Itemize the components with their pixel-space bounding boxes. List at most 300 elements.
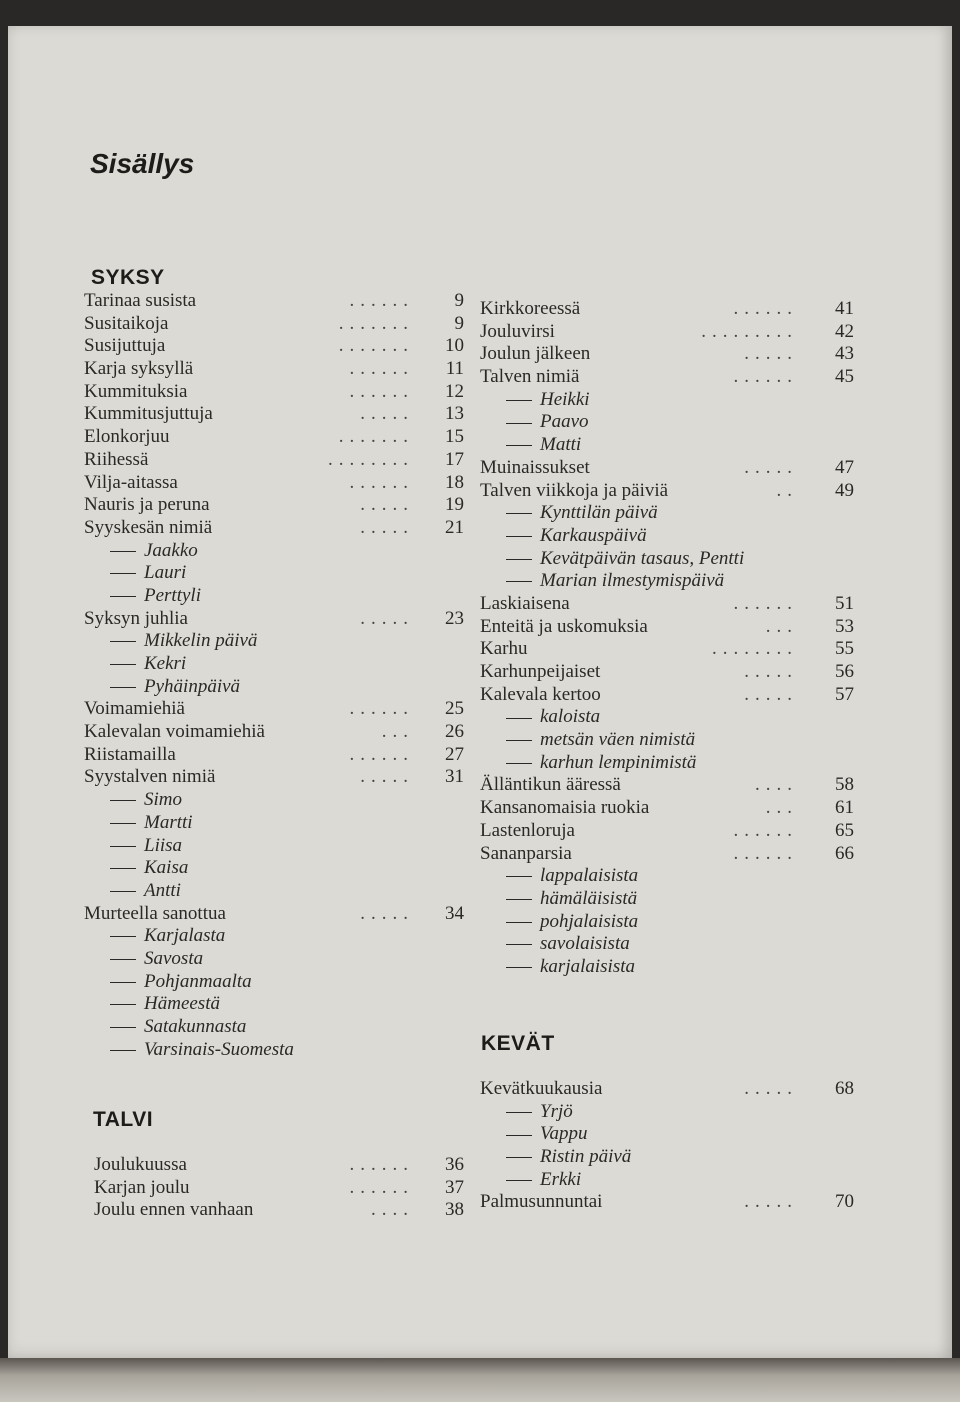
section-heading-talvi: TALVI [93, 1108, 154, 1131]
em-dash [506, 899, 532, 900]
leader-dots: ....... [338, 335, 414, 357]
leader-dots: ........ [328, 448, 414, 470]
page-title: Sisällys [90, 148, 195, 179]
toc-entry-label [480, 298, 580, 321]
toc-entry-text: Jaakko [144, 539, 198, 561]
book-page [8, 26, 952, 1362]
toc-entry-label [110, 585, 201, 608]
toc-entry [94, 1177, 474, 1200]
toc-entry-text: Elonkorjuu [84, 426, 170, 448]
toc-page-number: 9 [454, 312, 464, 334]
toc-entry-text: Nauris ja peruna [84, 494, 210, 516]
toc-subentry [84, 1016, 474, 1039]
toc-subentry [480, 389, 860, 412]
leader-dots: ...... [349, 471, 414, 493]
toc-entry [480, 298, 860, 321]
toc-subentry [480, 706, 860, 729]
toc-entry-text: Perttyli [144, 584, 201, 606]
toc-entry-text: Kummituksia [84, 380, 188, 402]
em-dash [506, 967, 532, 968]
toc-entry-label [480, 843, 572, 866]
toc-entry-label [506, 1123, 588, 1146]
toc-entry-text: Joulukuussa [94, 1154, 187, 1175]
toc-page-number: 34 [445, 902, 464, 924]
toc-entry-label [84, 426, 170, 449]
toc-entry-label [480, 820, 575, 843]
toc-subentry [480, 888, 860, 911]
toc-page-number: 18 [445, 471, 464, 493]
toc-entry-label [84, 517, 212, 540]
leader-dots: ...... [349, 1176, 414, 1198]
toc-entry [480, 820, 860, 843]
toc-subentry [84, 562, 474, 585]
toc-subentry [84, 676, 474, 699]
toc-entry-text: Murteella sanottua [84, 902, 226, 924]
toc-entry-text: Syyskesän nimiä [84, 516, 213, 538]
toc-entry-text: Martti [144, 811, 193, 833]
leader-dots: ...... [733, 819, 798, 841]
toc-page-number: 70 [835, 1191, 854, 1213]
leader-dots: ........ [712, 638, 798, 660]
toc-list-right [480, 298, 860, 979]
em-dash [110, 868, 136, 869]
toc-subentry [480, 911, 860, 934]
toc-entry-label [84, 403, 213, 426]
toc-subentry [84, 971, 474, 994]
toc-entry-text: Pohjanmaalta [144, 970, 252, 992]
toc-entry [480, 321, 860, 344]
toc-page-number: 58 [835, 774, 854, 796]
toc-entry [84, 472, 474, 495]
toc-subentry [84, 812, 474, 835]
em-dash [110, 823, 136, 824]
em-dash [110, 846, 136, 847]
em-dash [506, 581, 532, 582]
toc-entry-text: karjalaisista [540, 955, 636, 977]
toc-page-number: 42 [835, 320, 854, 342]
toc-entry-label [506, 888, 637, 911]
toc-entry-text: Kirkkoreessä [480, 298, 581, 319]
toc-entry-label [506, 1169, 581, 1192]
toc-subentry [84, 925, 474, 948]
toc-entry-label [110, 993, 220, 1016]
toc-entry-label [84, 698, 185, 721]
toc-entry-text: Lastenloruja [480, 819, 575, 841]
toc-entry-label [506, 525, 647, 548]
toc-page-number: 47 [835, 456, 854, 478]
toc-entry-text: Karhu [480, 638, 528, 660]
toc-entry-text: Paavo [540, 411, 589, 433]
toc-page-number: 43 [835, 343, 854, 365]
toc-entry-text: Voimamiehiä [84, 698, 185, 720]
toc-entry [84, 698, 474, 721]
toc-entry [94, 1199, 474, 1222]
toc-entry-label [480, 480, 668, 503]
toc-page-number: 12 [445, 380, 464, 402]
toc-subentry [480, 411, 860, 434]
toc-page-number: 51 [835, 592, 854, 614]
toc-entry [480, 616, 860, 639]
toc-entry-label [110, 676, 240, 699]
leader-dots: ..... [744, 661, 798, 682]
toc-entry-text: Kaisa [144, 857, 189, 879]
toc-entry-label [110, 925, 225, 948]
toc-page-number: 19 [445, 494, 464, 516]
toc-entry-label [480, 1078, 602, 1101]
leader-dots: ... [765, 615, 798, 637]
toc-entry-label [506, 752, 696, 775]
toc-entry [480, 638, 860, 661]
em-dash [506, 445, 532, 446]
toc-entry [84, 517, 474, 540]
toc-page-number: 27 [445, 743, 464, 765]
leader-dots: ..... [744, 456, 798, 478]
toc-entry-text: pohjalaisista [540, 910, 639, 932]
leader-dots: ..... [360, 494, 414, 516]
toc-entry-label [84, 381, 187, 404]
toc-entry-text: Talven nimiä [480, 366, 580, 388]
leader-dots: ....... [338, 426, 414, 448]
leader-dots: ..... [744, 343, 798, 365]
toc-page-number: 25 [445, 698, 464, 720]
toc-entry [84, 766, 474, 789]
toc-entry-label [480, 457, 590, 480]
toc-entry [480, 684, 860, 707]
toc-entry [84, 403, 474, 426]
em-dash [506, 1180, 532, 1181]
toc-entry-text: Satakunnasta [144, 1016, 247, 1037]
toc-entry-text: Sananparsia [480, 842, 572, 864]
toc-entry [480, 1191, 860, 1214]
leader-dots: ..... [360, 766, 414, 788]
toc-subentry [84, 857, 474, 880]
toc-entry [84, 426, 474, 449]
toc-subentry [480, 729, 860, 752]
toc-subentry [84, 653, 474, 676]
toc-entry-label [506, 411, 589, 434]
toc-entry-text: Yrjö [540, 1100, 573, 1122]
section-heading-syksy: SYKSY [91, 266, 165, 289]
toc-list-talvi [94, 1154, 474, 1222]
leader-dots: ...... [349, 1154, 414, 1175]
toc-entry-text: Riihessä [84, 448, 149, 470]
toc-page-number: 57 [835, 683, 854, 705]
toc-subentry [480, 1101, 860, 1124]
toc-page-number: 65 [835, 819, 854, 841]
toc-entry-text: metsän väen nimistä [540, 729, 696, 751]
toc-subentry [84, 835, 474, 858]
toc-subentry [84, 948, 474, 971]
toc-entry-text: Kalevala kertoo [480, 683, 601, 705]
toc-page-number: 61 [835, 797, 854, 819]
toc-entry [84, 903, 474, 926]
toc-page-number: 53 [835, 615, 854, 637]
toc-entry-text: Tarinaa susista [84, 290, 197, 311]
em-dash [110, 664, 136, 665]
em-dash [506, 423, 532, 424]
toc-entry [84, 744, 474, 767]
em-dash [506, 876, 532, 877]
toc-entry-label [84, 494, 210, 517]
toc-entry-label [110, 562, 186, 585]
toc-entry [480, 843, 860, 866]
em-dash [110, 596, 136, 597]
em-dash [506, 536, 532, 537]
toc-page-number: 9 [454, 290, 464, 311]
toc-entry-label [110, 630, 257, 653]
toc-entry-label [110, 971, 252, 994]
leader-dots: ..... [360, 902, 414, 924]
toc-entry-label [84, 335, 165, 358]
toc-page-number: 11 [445, 358, 464, 380]
toc-entry-text: kaloista [540, 706, 601, 728]
toc-entry-text: Kevätpäivän tasaus, Pentti [540, 547, 745, 569]
em-dash [110, 641, 136, 642]
toc-entry-label [110, 857, 188, 880]
toc-subentry [480, 865, 860, 888]
toc-entry-text: Kekri [144, 653, 187, 674]
toc-entry [84, 313, 474, 336]
toc-entry-label [480, 638, 527, 661]
toc-subentry [84, 1039, 474, 1062]
toc-entry-label [480, 661, 600, 684]
em-dash [506, 763, 532, 764]
toc-page-number: 45 [835, 366, 854, 388]
toc-entry-text: Kevätkuukausia [480, 1078, 603, 1099]
leader-dots: ......... [701, 320, 798, 342]
toc-entry-text: hämäläisistä [540, 887, 638, 909]
toc-entry-text: Kummitusjuttuja [84, 403, 213, 425]
toc-entry [480, 480, 860, 503]
toc-entry-text: Lauri [144, 562, 187, 584]
leader-dots: ...... [733, 298, 798, 319]
toc-entry-text: Susitaikoja [84, 312, 169, 334]
toc-subentry [480, 933, 860, 956]
toc-entry-label [110, 1039, 294, 1062]
leader-dots: ... [765, 797, 798, 819]
toc-entry-text: lappalaisista [540, 865, 639, 887]
em-dash [506, 718, 532, 719]
toc-entry-text: Savosta [144, 947, 204, 969]
toc-entry [480, 797, 860, 820]
toc-entry [84, 721, 474, 744]
toc-entry-text: Matti [540, 434, 582, 456]
leader-dots: .... [755, 774, 798, 796]
toc-entry-text: Karja syksyllä [84, 358, 194, 380]
toc-entry-text: Kynttilän päivä [540, 502, 658, 524]
leader-dots: ..... [744, 683, 798, 705]
toc-entry-label [94, 1177, 190, 1200]
toc-entry [84, 608, 474, 631]
toc-entry-text: Enteitä ja uskomuksia [480, 615, 648, 637]
leader-dots: ...... [349, 698, 414, 720]
toc-subentry [480, 502, 860, 525]
toc-subentry [480, 570, 860, 593]
leader-dots: ...... [349, 743, 414, 765]
toc-entry-text: Varsinais-Suomesta [144, 1038, 294, 1060]
toc-page-number: 66 [835, 842, 854, 864]
toc-entry-label [84, 608, 188, 631]
toc-entry-label [110, 653, 186, 676]
toc-page-number: 49 [835, 479, 854, 501]
toc-entry-label [506, 502, 658, 525]
toc-entry-text: Vilja-aitassa [84, 471, 178, 493]
toc-entry-text: Karjan joulu [94, 1176, 190, 1198]
em-dash [110, 800, 136, 801]
toc-entry-text: Jouluvirsi [480, 320, 555, 342]
toc-entry-label [84, 903, 226, 926]
toc-page-number: 13 [445, 403, 464, 425]
leader-dots: ....... [338, 312, 414, 334]
em-dash [110, 573, 136, 574]
toc-subentry [480, 548, 860, 571]
toc-subentry [480, 1123, 860, 1146]
leader-dots: ..... [360, 607, 414, 629]
em-dash [110, 936, 136, 937]
toc-entry-text: Pyhäinpäivä [144, 675, 241, 697]
toc-entry-text: Antti [144, 879, 181, 901]
leader-dots: .... [371, 1199, 414, 1221]
toc-subentry [480, 525, 860, 548]
toc-list-kevat [480, 1078, 860, 1214]
toc-entry-label [94, 1199, 253, 1222]
toc-entry [480, 774, 860, 797]
toc-entry [480, 366, 860, 389]
toc-entry-label [480, 684, 601, 707]
toc-entry-text: Riistamailla [84, 743, 176, 765]
toc-entry-label [506, 911, 638, 934]
toc-entry-label [506, 570, 724, 593]
toc-entry-label [506, 1101, 573, 1124]
leader-dots: ...... [349, 358, 414, 380]
leader-dots: ..... [360, 516, 414, 538]
toc-entry [480, 343, 860, 366]
toc-entry-label [94, 1154, 187, 1177]
toc-entry-text: Älläntikun ääressä [480, 774, 621, 796]
em-dash [110, 1027, 136, 1028]
toc-page-number: 26 [445, 721, 464, 743]
em-dash [110, 687, 136, 688]
toc-subentry [84, 993, 474, 1016]
toc-entry-text: Laskiaisena [480, 592, 570, 614]
toc-entry-label [480, 797, 649, 820]
toc-entry-label [110, 789, 182, 812]
toc-subentry [480, 1169, 860, 1192]
toc-entry-text: Joulun jälkeen [480, 343, 591, 365]
em-dash [506, 1112, 532, 1113]
toc-entry-text: Vappu [540, 1123, 588, 1145]
toc-entry-label [506, 729, 695, 752]
toc-entry-label [84, 472, 178, 495]
toc-entry [480, 661, 860, 684]
leader-dots: ...... [349, 290, 414, 311]
toc-entry-label [110, 835, 182, 858]
toc-page-number: 56 [835, 661, 854, 682]
em-dash [506, 400, 532, 401]
toc-entry-label [84, 290, 196, 313]
toc-subentry [84, 630, 474, 653]
toc-page-number: 37 [445, 1176, 464, 1198]
toc-entry-label [506, 865, 638, 888]
toc-page-number: 36 [445, 1154, 464, 1175]
leader-dots: ...... [349, 380, 414, 402]
background-surface [0, 1358, 960, 1402]
toc-entry-text: Karjalasta [144, 925, 226, 947]
toc-entry-label [480, 343, 590, 366]
toc-entry-text: Susijuttuja [84, 335, 166, 357]
em-dash [506, 922, 532, 923]
toc-entry-label [480, 321, 555, 344]
toc-entry-text: Erkki [540, 1168, 582, 1190]
toc-entry-label [84, 721, 265, 744]
toc-entry-text: Talven viikkoja ja päiviä [480, 479, 669, 501]
em-dash [506, 944, 532, 945]
em-dash [110, 891, 136, 892]
em-dash [506, 1157, 532, 1158]
toc-entry-label [506, 706, 600, 729]
toc-page-number: 31 [445, 766, 464, 788]
toc-entry-label [506, 434, 581, 457]
toc-entry-text: Kansanomaisia ruokia [480, 797, 650, 819]
toc-entry [84, 358, 474, 381]
toc-entry-text: Karhunpeijaiset [480, 661, 601, 682]
toc-entry-label [480, 593, 570, 616]
em-dash [506, 740, 532, 741]
em-dash [506, 559, 532, 560]
leader-dots: ..... [744, 1191, 798, 1213]
toc-entry-label [480, 1191, 602, 1214]
leader-dots: ...... [733, 592, 798, 614]
toc-list-syksy [84, 290, 474, 1061]
toc-page-number: 15 [445, 426, 464, 448]
toc-page-number: 21 [445, 516, 464, 538]
toc-page-number: 23 [445, 607, 464, 629]
toc-entry [84, 335, 474, 358]
toc-page-number: 17 [445, 448, 464, 470]
toc-entry [480, 457, 860, 480]
em-dash [110, 1050, 136, 1051]
toc-entry [84, 381, 474, 404]
toc-entry-text: Palmusunnuntai [480, 1191, 603, 1213]
toc-entry-text: Hämeestä [144, 993, 220, 1015]
em-dash [110, 551, 136, 552]
toc-entry-label [84, 766, 215, 789]
leader-dots: .. [776, 479, 798, 501]
toc-page-number: 38 [445, 1199, 464, 1221]
toc-entry-label [110, 948, 203, 971]
toc-entry-label [480, 366, 579, 389]
toc-subentry [480, 752, 860, 775]
toc-entry-label [480, 774, 621, 797]
toc-entry-text: savolaisista [540, 933, 630, 955]
em-dash [110, 1004, 136, 1005]
toc-entry-label [110, 540, 198, 563]
toc-entry-label [480, 616, 648, 639]
toc-entry [94, 1154, 474, 1177]
toc-entry-label [84, 449, 148, 472]
toc-entry-label [506, 956, 635, 979]
section-heading-kevat: KEVÄT [481, 1032, 555, 1055]
toc-subentry [84, 540, 474, 563]
toc-entry-text: Syystalven nimiä [84, 766, 216, 788]
em-dash [110, 982, 136, 983]
toc-entry-text: Marian ilmestymispäivä [540, 570, 725, 592]
leader-dots: ..... [360, 403, 414, 425]
toc-entry-text: Karkauspäivä [540, 524, 647, 546]
toc-entry-label [84, 313, 168, 336]
toc-entry-text: Liisa [144, 834, 183, 856]
toc-entry [480, 1078, 860, 1101]
